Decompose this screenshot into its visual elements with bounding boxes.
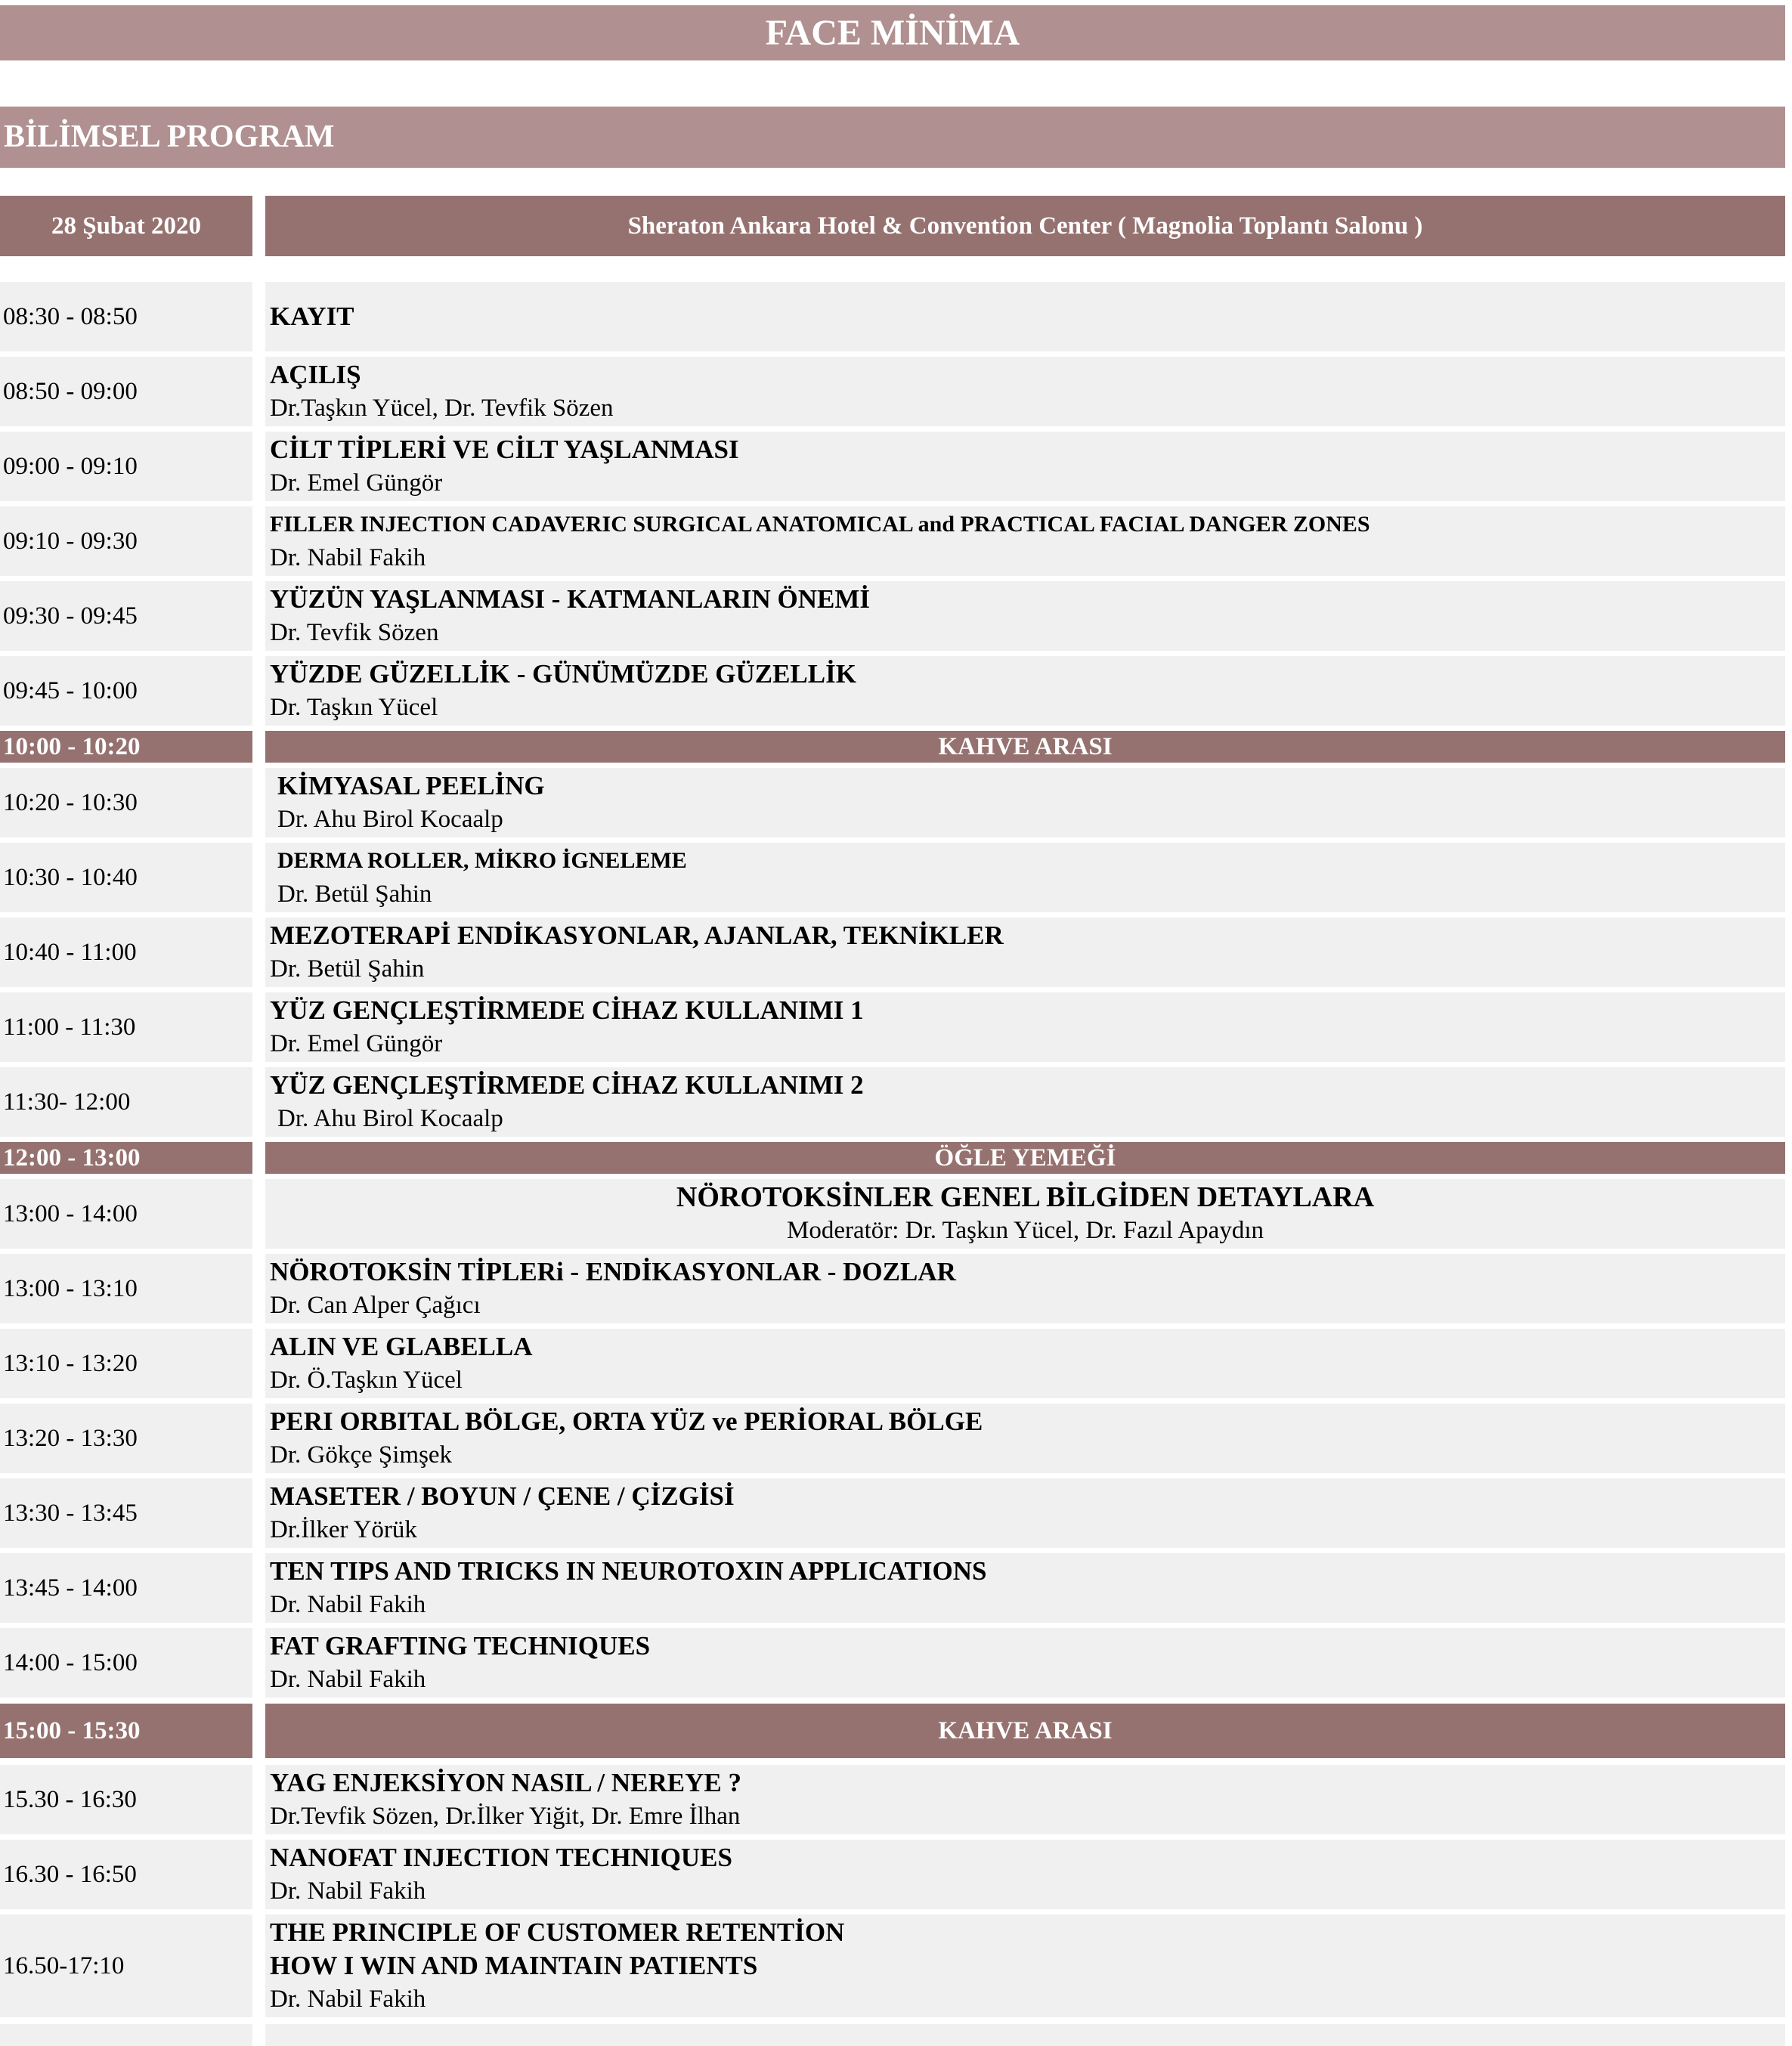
panel-title: NÖROTOKSİNLER GENEL BİLGİDEN DETAYLARA: [676, 1181, 1375, 1213]
panel-row: [0, 1179, 1785, 1249]
session-title: DERMA ROLLER, MİKRO İGNELEME: [277, 848, 687, 873]
session-title: TEN TIPS AND TRICKS IN NEUROTOXIN APPLICATIONS: [270, 1556, 987, 1586]
session-speaker: Dr. Nabil Fakih: [270, 1591, 426, 1618]
program-row: [0, 1329, 1785, 1398]
session-time: 09:30 - 09:45: [0, 581, 252, 651]
session-content: [265, 992, 1785, 1062]
session-content: [265, 1553, 1785, 1623]
break-time: 15:00 - 15:30: [0, 1704, 252, 1758]
session-content: [265, 918, 1785, 987]
program-row: [0, 1404, 1785, 1473]
session-content: [265, 656, 1785, 726]
session-title: AÇILIŞ: [270, 360, 361, 389]
session-speaker: Dr. Emel Güngör: [270, 1030, 443, 1057]
session-title: YÜZ GENÇLEŞTİRMEDE CİHAZ KULLANIMI 1: [270, 995, 864, 1025]
session-title: THE PRINCIPLE OF CUSTOMER RETENTİON: [270, 1918, 845, 1947]
session-content: [265, 1404, 1785, 1473]
program-row: [0, 1628, 1785, 1698]
session-speaker: Dr. Tevfik Sözen: [270, 619, 439, 646]
session-title: MASETER / BOYUN / ÇENE / ÇİZGİSİ: [270, 1481, 735, 1511]
program-row: [0, 1553, 1785, 1623]
session-content: [265, 282, 1785, 351]
session-title: PERI ORBITAL BÖLGE, ORTA YÜZ ve PERİORAL BÖLGE: [270, 1407, 983, 1436]
session-speaker: Dr. Nabil Fakih: [270, 1877, 426, 1905]
break-label: ÖĞLE YEMEĞİ: [265, 1142, 1785, 1174]
program-row: [0, 282, 1785, 351]
break-label: KAHVE ARASI: [265, 1704, 1785, 1758]
session-speaker: Dr. Ö.Taşkın Yücel: [270, 1367, 463, 1394]
session-title: YAG ENJEKSİYON NASIL / NEREYE ?: [270, 1768, 742, 1797]
session-title: KAYIT: [270, 302, 354, 331]
lunch-break-row: [0, 1142, 1785, 1174]
session-title: ALIN VE GLABELLA: [270, 1332, 533, 1361]
session-title: CİLT TİPLERİ VE CİLT YAŞLANMASI: [270, 435, 739, 464]
session-title: YÜZ GENÇLEŞTİRMEDE CİHAZ KULLANIMI 2: [270, 1070, 864, 1100]
coffee-break-row: [0, 1704, 1785, 1758]
session-time: 09:45 - 10:00: [0, 656, 252, 726]
program-row: [0, 1840, 1785, 1909]
session-content: [265, 2024, 1785, 2046]
program-row: [0, 1765, 1785, 1834]
program-row: [0, 768, 1785, 837]
session-speaker: Dr.Tevfik Sözen, Dr.İlker Yiğit, Dr. Emre İlhan: [270, 1803, 741, 1830]
session-time: 13:10 - 13:20: [0, 1329, 252, 1398]
session-speaker: Dr. Betül Şahin: [270, 955, 425, 983]
session-content: [265, 506, 1785, 576]
session-time: 09:00 - 09:10: [0, 432, 252, 501]
session-time: 11:30- 12:00: [0, 1067, 252, 1137]
session-content: [265, 1254, 1785, 1323]
session-title: YÜZDE GÜZELLİK - GÜNÜMÜZDE GÜZELLİK: [270, 659, 856, 689]
session-time: 13:00 - 13:10: [0, 1254, 252, 1323]
session-speaker: Dr. Can Alper Çağıcı: [270, 1292, 481, 1319]
session-time: 11:00 - 11:30: [0, 992, 252, 1062]
venue-header: Sheraton Ankara Hotel & Convention Center ( Magnolia Toplantı Salonu ): [265, 196, 1785, 256]
program-row: [0, 581, 1785, 651]
session-time: 08:30 - 08:50: [0, 282, 252, 351]
session-speaker: Dr. Emel Güngör: [270, 469, 443, 497]
session-subtitle: HOW I WIN AND MAINTAIN PATIENTS: [270, 1951, 758, 1980]
session-content: [265, 768, 1785, 837]
session-speaker: Dr.İlker Yörük: [270, 1516, 417, 1543]
break-time: 10:00 - 10:20: [0, 731, 252, 763]
session-time: 10:20 - 10:30: [0, 768, 252, 837]
program-row: [0, 1478, 1785, 1548]
section-title: BİLİMSEL PROGRAM: [0, 107, 1785, 168]
session-content: [265, 1914, 1785, 2017]
session-content: [265, 843, 1785, 912]
program-row: [0, 506, 1785, 576]
session-speaker: Dr. Ahu Birol Kocaalp: [277, 806, 503, 833]
date-header: 28 Şubat 2020: [0, 196, 252, 256]
session-content: [265, 432, 1785, 501]
session-content: [265, 1628, 1785, 1698]
program-row: [0, 992, 1785, 1062]
session-time: 13:00 - 14:00: [0, 1179, 252, 1249]
program-row: [0, 357, 1785, 426]
session-content: [265, 1840, 1785, 1909]
program-row: [0, 1254, 1785, 1323]
session-content: [265, 1067, 1785, 1137]
session-speaker: Dr. Ahu Birol Kocaalp: [277, 1105, 503, 1132]
program-row: [0, 656, 1785, 726]
session-content: [265, 1329, 1785, 1398]
session-time: 10:40 - 11:00: [0, 918, 252, 987]
session-content: [265, 581, 1785, 651]
break-label: KAHVE ARASI: [265, 731, 1785, 763]
session-title: MEZOTERAPİ ENDİKASYONLAR, AJANLAR, TEKNİKLER: [270, 921, 1004, 950]
program-row: [0, 432, 1785, 501]
session-time: [0, 2024, 252, 2046]
session-title: NANOFAT INJECTION TECHNIQUES: [270, 1843, 732, 1872]
session-title: FILLER INJECTION CADAVERIC SURGICAL ANATOMICAL and PRACTICAL FACIAL DANGER ZONES: [270, 512, 1370, 537]
session-time: 13:30 - 13:45: [0, 1478, 252, 1548]
session-time: 08:50 - 09:00: [0, 357, 252, 426]
program-row: [0, 2024, 1785, 2046]
session-time: 13:45 - 14:00: [0, 1553, 252, 1623]
session-content: [265, 1478, 1785, 1548]
session-time: 16.50-17:10: [0, 1914, 252, 2017]
session-time: 10:30 - 10:40: [0, 843, 252, 912]
session-content: [265, 1765, 1785, 1834]
break-time: 12:00 - 13:00: [0, 1142, 252, 1174]
session-time: 16.30 - 16:50: [0, 1840, 252, 1909]
session-speaker: Dr. Nabil Fakih: [270, 544, 426, 571]
panel-moderators: Moderatör: Dr. Taşkın Yücel, Dr. Fazıl Apaydın: [787, 1217, 1264, 1244]
session-speaker: Dr. Nabil Fakih: [270, 1666, 426, 1693]
session-time: 15.30 - 16:30: [0, 1765, 252, 1834]
session-title: FAT GRAFTING TECHNIQUES: [270, 1631, 651, 1661]
coffee-break-row: [0, 731, 1785, 763]
program-row: [0, 1067, 1785, 1137]
session-time: 14:00 - 15:00: [0, 1628, 252, 1698]
page-title: FACE MİNİMA: [0, 5, 1785, 60]
session-content: [265, 357, 1785, 426]
session-title: KİMYASAL PEELİNG: [277, 771, 545, 800]
session-title: NÖROTOKSİN TİPLERi - ENDİKASYONLAR - DOZLAR: [270, 1257, 956, 1286]
program-row: [0, 1914, 1785, 2017]
session-speaker: Dr. Gökçe Şimşek: [270, 1441, 453, 1469]
program-row: [0, 843, 1785, 912]
session-speaker: Dr.Taşkın Yücel, Dr. Tevfik Sözen: [270, 395, 614, 422]
session-title: YÜZÜN YAŞLANMASI - KATMANLARIN ÖNEMİ: [270, 584, 871, 614]
session-speaker: Dr. Taşkın Yücel: [270, 694, 438, 721]
session-speaker: Dr. Nabil Fakih: [270, 1986, 426, 2013]
program-row: [0, 918, 1785, 987]
session-time: 13:20 - 13:30: [0, 1404, 252, 1473]
session-content: [265, 1179, 1785, 1249]
session-time: 09:10 - 09:30: [0, 506, 252, 576]
session-speaker: Dr. Betül Şahin: [277, 881, 432, 908]
